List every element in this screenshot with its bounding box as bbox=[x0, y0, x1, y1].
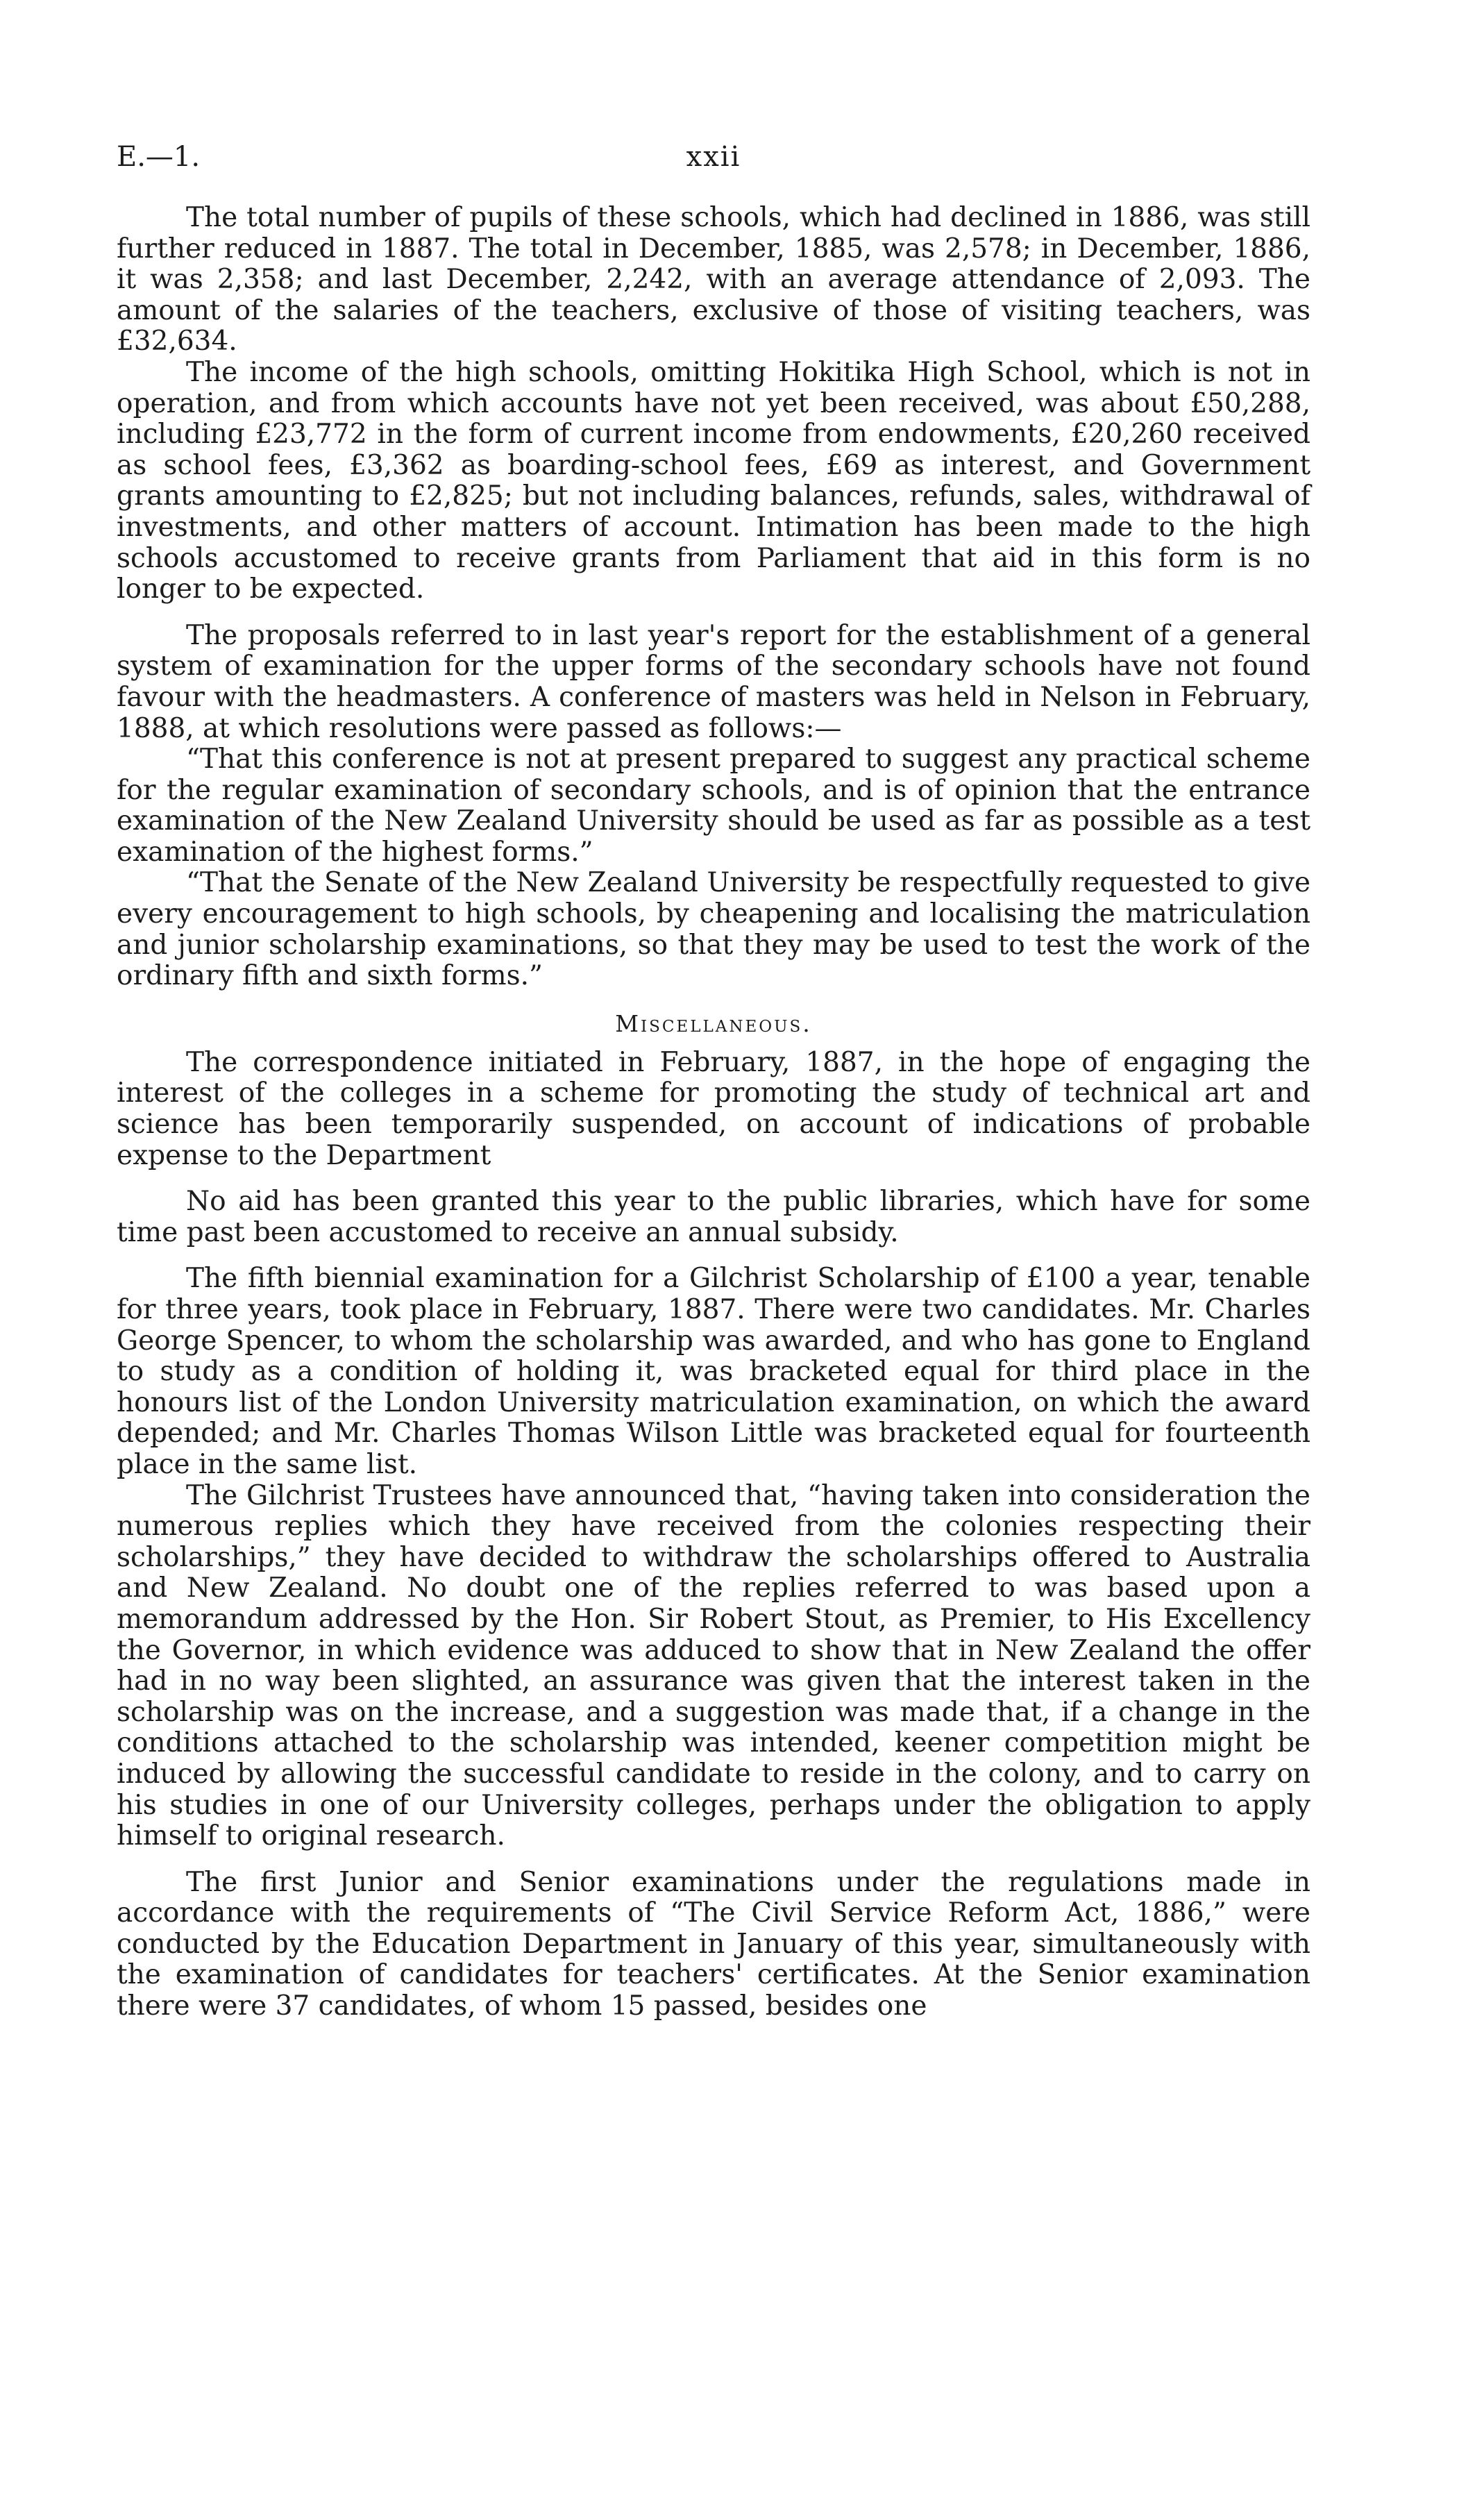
paragraph-gilchrist-trustees: The Gilchrist Trustees have announced that, “having taken into consideration the numerous replies which they have received from the colonies respecting their scholarships,” they have decided to withdraw the scholarships offered to Australia and New Zealand. No doubt one of the replies referred to was based upon a memorandum addressed by the Hon. Sir Robert Stout, as Premier, to His Excellency the Governor, in which evidence was adduced to show that in New Zealand the offer had in no way been slighted, an assurance was given that the interest taken in the scholarship was on the increase, and a suggestion was made that, if a change in the conditions attached to the scholarship was intended, keener competition might be induced by allowing the successful candidate to reside in the colony, and to carry on his studies in one of our University colleges, perhaps under the obligation to apply himself to original research. bbox=[117, 1479, 1310, 1852]
page-header bbox=[117, 136, 1310, 178]
section-heading: Miscellaneous. bbox=[615, 1009, 812, 1037]
paragraph-resolution-2: “That the Senate of the New Zealand University be respectfully requested to give every encouragement to high schools, by cheapening and localising the matriculation and junior scholarship examinations, so that they may be used to test the work of the ordinary fifth and sixth forms.” bbox=[117, 867, 1310, 992]
paragraph-correspondence: The correspondence initiated in February, 1887, in the hope of engaging the interest of the colleges in a scheme for promoting the study of technical art and science has been temporarily suspended, on account of indications of probable expense to the Department bbox=[117, 1046, 1310, 1171]
paragraph-civil-service: The first Junior and Senior examinations under the regulations made in accordance with the requirements of “The Civil Service Reform Act, 1886,” were conducted by the Education Department in January of this year, simultaneously with the examination of candidates for teachers' certificates. At the Senior examination there were 37 candidates, of whom 15 passed, besides one bbox=[117, 1866, 1310, 2022]
paragraph-pupils: The total number of pupils of these schools, which had declined in 1886, was still further reduced in 1887. The total in December, 1885, was 2,578; in December, 1886, it was 2,358; and last December, 2,242, with an average attendance of 2,093. The amount of the salaries of the teachers, exclusive of those of visiting teachers, was £32,634. bbox=[117, 202, 1310, 358]
page-body bbox=[117, 203, 1310, 2022]
paragraph-resolution-1: “That this conference is not at present prepared to suggest any practical scheme for the regular examination of secondary schools, and is of opinion that the entrance examination of the New Zealand University should be used as far as possible as a test examination of the highest forms.” bbox=[117, 744, 1310, 868]
page-number: xxii bbox=[686, 141, 741, 173]
paragraph-proposals: The proposals referred to in last year's report for the establishment of a general system of examination for the upper forms of the secondary schools have not found favour with the headmasters. A conference of masters was held in Nelson in February, 1888, at which resolutions were passed as follows:— bbox=[117, 619, 1310, 744]
paragraph-libraries: No aid has been granted this year to the public libraries, which have for some time past been accustomed to receive an annual subsidy. bbox=[117, 1186, 1310, 1248]
paragraph-income: The income of the high schools, omitting Hokitika High School, which is not in operation, and from which accounts have not yet been received, was about £50,288, including £23,772 in the form of current income from endowments, £20,260 received as school fees, £3,362 as boarding-school fees, £69 as interest, and Government grants amounting to £2,825; but not including balances, refunds, sales, withdrawal of investments, and other matters of account. Intimation has been made to the high schools accustomed to receive grants from Parliament that aid in this form is no longer to be expected. bbox=[117, 356, 1310, 605]
paragraph-gilchrist-exam: The fifth biennial examination for a Gilchrist Scholarship of £100 a year, tenable for three years, took place in February, 1887. There were two candidates. Mr. Charles George Spencer, to whom the scholarship was awarded, and who has gone to England to study as a condition of holding it, was bracketed equal for third place in the honours list of the London University matriculation examination, on which the award depended; and Mr. Charles Thomas Wilson Little was bracketed equal for fourteenth place in the same list. bbox=[117, 1263, 1310, 1480]
document-code: E.—1. bbox=[117, 141, 201, 173]
